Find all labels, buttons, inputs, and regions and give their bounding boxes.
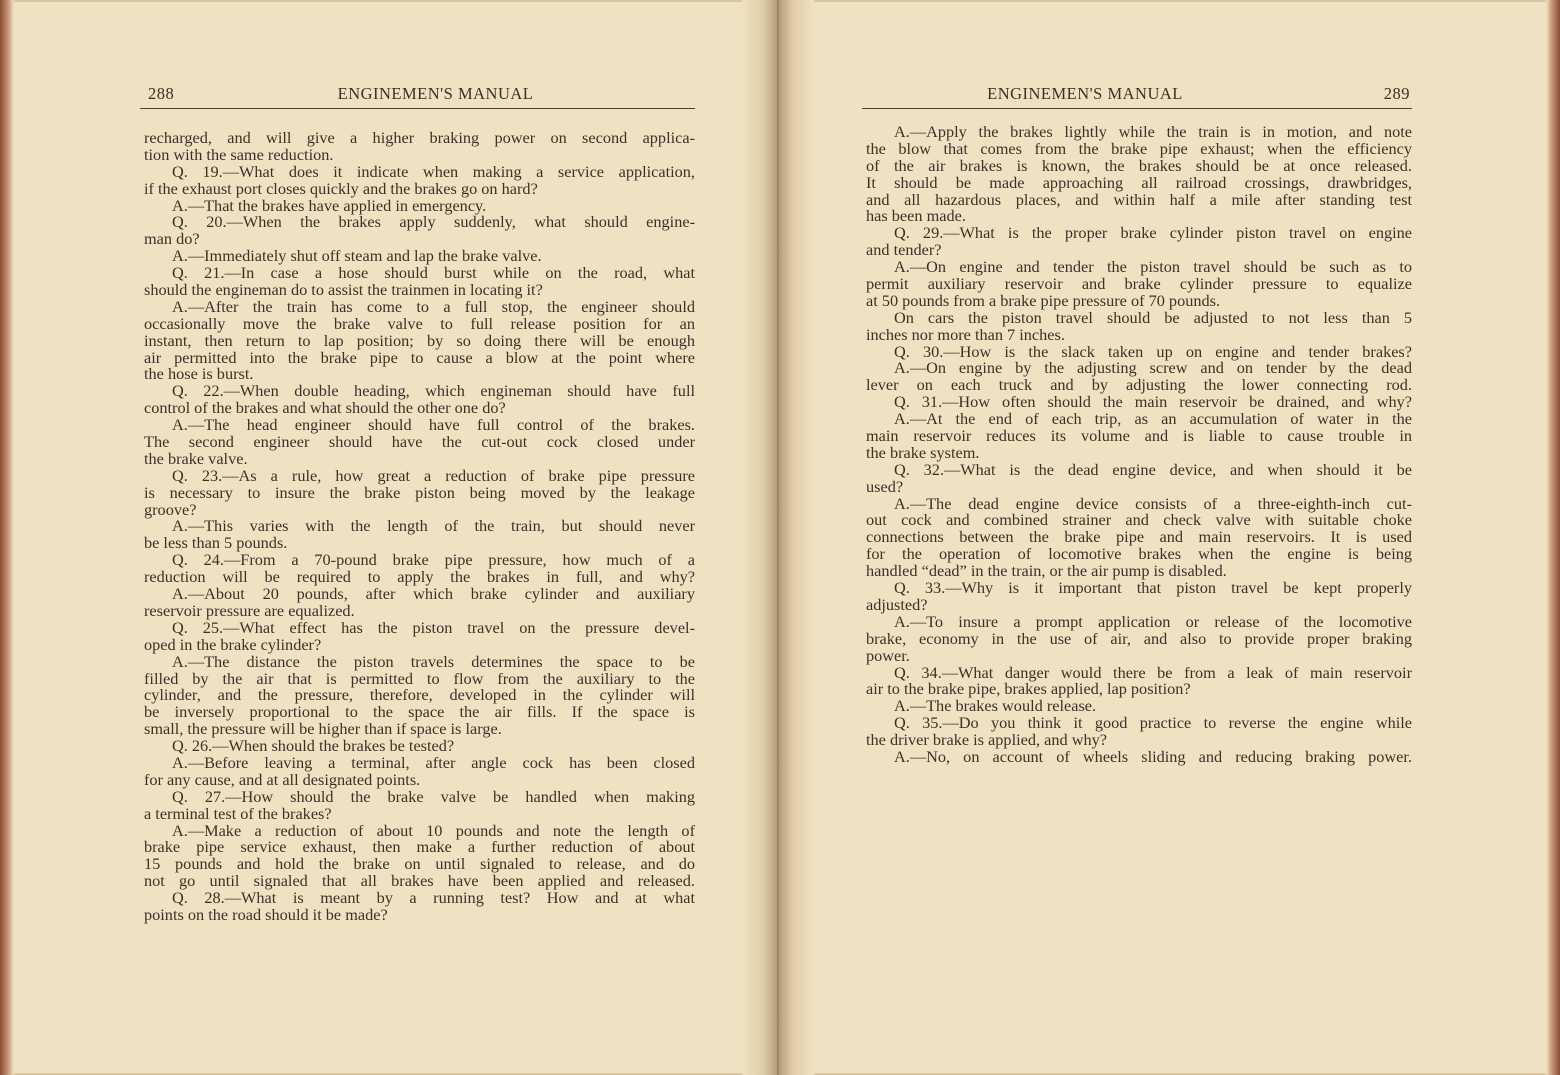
- text-line: is necessary to insure the brake piston being moved by the leakage: [144, 482, 695, 502]
- text-line: Q. 24.—From a 70-pound brake pipe pressure, how much of a: [172, 550, 695, 570]
- right-page-edge: [1546, 0, 1560, 1075]
- page-number: 288: [148, 84, 175, 103]
- text-line: tion with the same reduction.: [144, 144, 334, 164]
- text-line: brake, economy in the use of air, and also to provide proper braking: [866, 628, 1412, 648]
- left-page: [140, 0, 695, 1075]
- text-line: of the air brakes is known, the brakes should be at once released.: [866, 155, 1412, 175]
- text-line: A.—On engine by the adjusting screw and on tender by the dead: [894, 358, 1412, 378]
- text-line: A.—The brakes would release.: [894, 696, 1097, 716]
- text-line: main reservoir reduces its volume and is liable to cause trouble in: [866, 426, 1412, 446]
- text-line: inches nor more than 7 inches.: [866, 324, 1065, 344]
- text-line: filled by the air that is permitted to flow from the auxiliary to the: [144, 668, 695, 688]
- left-page-body: [144, 130, 695, 924]
- text-line: brake pipe service exhaust, then make a further reduction of about: [144, 837, 695, 857]
- text-line: out cock and combined strainer and check valve with suitable choke: [866, 510, 1412, 530]
- text-line: the brake valve.: [144, 448, 248, 468]
- text-line: at 50 pounds from a brake pipe pressure of 70 pounds.: [866, 290, 1221, 310]
- text-line: Q. 22.—When double heading, which engineman should have full: [172, 381, 695, 401]
- text-line: Q. 20.—When the brakes apply suddenly, what should engine-: [172, 212, 695, 232]
- text-line: reservoir pressure are equalized.: [144, 600, 355, 620]
- text-line: be inversely proportional to the space the air fills. If the space is: [144, 702, 695, 722]
- text-line: Q. 25.—What effect has the piston travel on the pressure devel-: [172, 617, 695, 637]
- text-line: Q. 30.—How is the slack taken up on engine and tender brakes?: [894, 341, 1412, 361]
- text-line: 15 pounds and hold the brake on until signaled to release, and do: [144, 854, 695, 874]
- text-line: used?: [866, 476, 904, 496]
- page-number: 289: [1383, 84, 1410, 103]
- text-line: control of the brakes and what should the other one do?: [144, 398, 506, 418]
- text-line: air to the brake pipe, brakes applied, lap position?: [866, 679, 1191, 699]
- text-line: a terminal test of the brakes?: [144, 803, 332, 823]
- text-line: On cars the piston travel should be adjusted to not less than 5: [894, 307, 1412, 327]
- text-line: man do?: [144, 229, 200, 249]
- running-head: ENGINEMEN'S MANUAL: [337, 84, 534, 103]
- text-line: recharged, and will give a higher braking power on second applica-: [144, 128, 695, 147]
- text-line: Q. 19.—What does it indicate when making a service application,: [172, 161, 695, 181]
- text-line: lever on each truck and by adjusting the lower connecting rod.: [866, 375, 1412, 395]
- text-line: has been made.: [866, 206, 966, 226]
- text-line: be less than 5 pounds.: [144, 533, 288, 553]
- text-line: Q. 35.—Do you think it good practice to reverse the engine while: [894, 713, 1412, 733]
- text-line: for any cause, and at all designated points.: [144, 769, 421, 789]
- text-line: points on the road should it be made?: [144, 904, 388, 924]
- text-line: the blow that comes from the brake pipe exhaust; when the efficiency: [866, 138, 1412, 158]
- right-page: [862, 0, 1412, 1075]
- book-gutter: [742, 0, 814, 1075]
- text-line: if the exhaust port closes quickly and the brakes go on hard?: [144, 178, 538, 198]
- left-page-edge: [0, 0, 14, 1075]
- text-line: Q. 27.—How should the brake valve be handled when making: [172, 786, 695, 806]
- text-line: A.—On engine and tender the piston travel should be such as to: [894, 257, 1412, 277]
- text-line: air permitted into the brake pipe to cause a blow at the point where: [144, 347, 695, 367]
- text-line: A.—The distance the piston travels determines the space to be: [172, 651, 695, 671]
- text-line: A.—Immediately shut off steam and lap the brake valve.: [172, 246, 542, 266]
- text-line: small, the pressure will be higher than if space is large.: [144, 719, 502, 739]
- text-line: A.—Make a reduction of about 10 pounds and note the length of: [172, 820, 695, 840]
- text-line: connections between the brake pipe and main reservoirs. It is used: [866, 527, 1412, 547]
- text-line: and tender?: [866, 240, 942, 260]
- text-line: A.—Before leaving a terminal, after angle cock has been closed: [172, 752, 695, 772]
- text-line: A.—To insure a prompt application or release of the locomotive: [894, 611, 1412, 631]
- text-line: A.—The dead engine device consists of a three-eighth-inch cut-: [894, 493, 1412, 513]
- text-line: reduction will be required to apply the brakes in full, and why?: [144, 567, 695, 587]
- text-line: the driver brake is applied, and why?: [866, 730, 1107, 750]
- text-line: Q. 26.—When should the brakes be tested?: [172, 736, 455, 756]
- text-line: It should be made approaching all railroad crossings, drawbridges,: [866, 172, 1412, 192]
- text-line: the hose is burst.: [144, 364, 254, 384]
- text-line: Q. 23.—As a rule, how great a reduction of brake pipe pressure: [172, 465, 695, 485]
- text-line: A.—Apply the brakes lightly while the train is in motion, and note: [894, 122, 1412, 141]
- text-line: permit auxiliary reservoir and brake cylinder pressure to equalize: [866, 274, 1412, 294]
- text-line: A.—After the train has come to a full stop, the engineer should: [172, 296, 695, 316]
- text-line: A.—At the end of each trip, as an accumulation of water in the: [894, 409, 1412, 429]
- text-line: groove?: [144, 499, 197, 519]
- text-line: Q. 34.—What danger would there be from a leak of main reservoir: [894, 662, 1412, 682]
- text-line: cylinder, and the pressure, therefore, developed in the cylinder will: [144, 685, 695, 705]
- text-line: should the engineman do to assist the trainmen in locating it?: [144, 280, 543, 300]
- text-line: handled “dead” in the train, or the air pump is disabled.: [866, 561, 1227, 581]
- text-line: A.—That the brakes have applied in emergency.: [172, 195, 487, 215]
- text-line: instant, then return to lap position; by so doing there will be enough: [144, 330, 695, 350]
- text-line: Q. 29.—What is the proper brake cylinder piston travel on engine: [894, 223, 1412, 243]
- text-line: and all hazardous places, and within half a mile after standing test: [866, 189, 1412, 209]
- text-line: Q. 28.—What is meant by a running test? How and at what: [172, 888, 695, 908]
- text-line: A.—This varies with the length of the train, but should never: [172, 516, 695, 536]
- right-page-header: [862, 84, 1412, 109]
- text-line: for the operation of locomotive brakes when the engine is being: [866, 544, 1412, 564]
- text-line: Q. 32.—What is the dead engine device, and when should it be: [894, 459, 1412, 479]
- text-line: The second engineer should have the cut-out cock closed under: [144, 432, 695, 452]
- text-line: occasionally move the brake valve to full release position for an: [144, 313, 695, 333]
- text-line: power.: [866, 645, 910, 665]
- text-line: Q. 31.—How often should the main reservoir be drained, and why?: [894, 392, 1412, 412]
- text-line: not go until signaled that all brakes have been applied and released.: [144, 871, 695, 891]
- right-page-body: [866, 124, 1412, 766]
- text-line: the brake system.: [866, 442, 980, 462]
- text-line: Q. 33.—Why is it important that piston travel be kept properly: [894, 578, 1412, 598]
- text-line: A.—About 20 pounds, after which brake cylinder and auxiliary: [172, 584, 695, 604]
- text-line: oped in the brake cylinder?: [144, 634, 322, 654]
- left-page-header: [140, 84, 695, 109]
- text-line: adjusted?: [866, 594, 928, 614]
- text-line: A.—No, on account of wheels sliding and reducing braking power.: [894, 746, 1412, 766]
- text-line: A.—The head engineer should have full control of the brakes.: [172, 415, 695, 435]
- text-line: Q. 21.—In case a hose should burst while on the road, what: [172, 263, 695, 283]
- running-head: ENGINEMEN'S MANUAL: [987, 84, 1183, 103]
